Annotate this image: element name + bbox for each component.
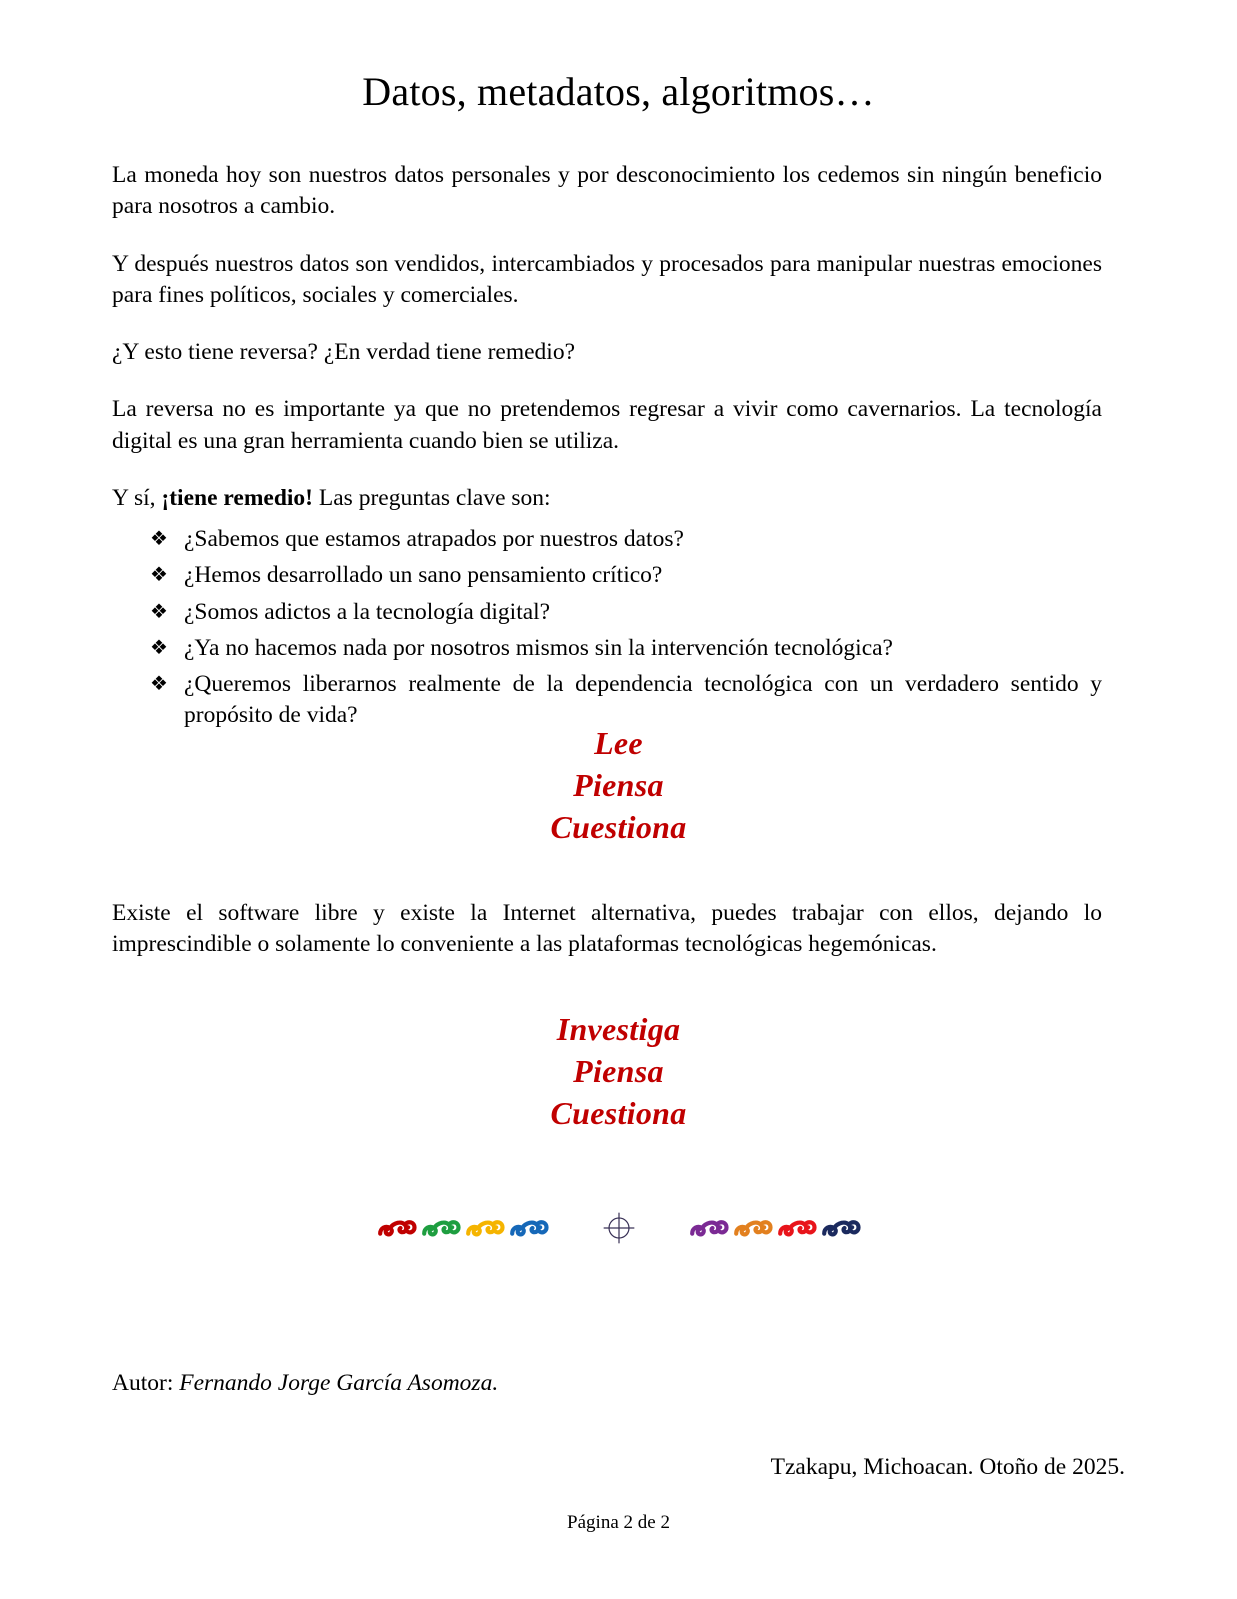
ornament-swirl-green bbox=[420, 1207, 462, 1249]
author-line bbox=[112, 1368, 498, 1399]
paragraph-4: La reversa no es importante ya que no pretendemos regresar a vivir como cavernarios. La tecnología digital es una gran herramienta cuando bien se utiliza. bbox=[112, 396, 1102, 454]
list-item bbox=[112, 524, 1102, 555]
bullet-diamond-icon: ❖ bbox=[150, 598, 168, 623]
bullet-diamond-icon: ❖ bbox=[150, 562, 168, 587]
callout-line-2: Piensa bbox=[573, 1053, 664, 1090]
ornament-swirl-orange bbox=[732, 1207, 774, 1249]
ornament-swirl-blue bbox=[508, 1207, 550, 1249]
key-questions-intro bbox=[112, 483, 1102, 514]
list-item-label: ¿Hemos desarrollado un sano pensamiento crítico? bbox=[184, 562, 663, 589]
callout-line-3: Cuestiona bbox=[550, 809, 687, 846]
crosshair-target-icon bbox=[596, 1205, 642, 1251]
list-item-label: ¿Sabemos que estamos atrapados por nuestros datos? bbox=[184, 526, 684, 552]
callout-investiga-piensa-cuestiona bbox=[0, 1008, 1237, 1135]
author-name: Fernando Jorge García Asomoza. bbox=[179, 1370, 499, 1396]
ornament-divider bbox=[0, 1196, 1237, 1260]
document-body bbox=[112, 160, 1102, 737]
list-item bbox=[112, 597, 1102, 628]
ornament-swirl-red bbox=[376, 1207, 418, 1249]
list-item bbox=[112, 633, 1102, 664]
paragraph-1: La moneda hoy son nuestros datos personales y por desconocimiento los cedemos sin ningún beneficio para nosotros a cambio. bbox=[112, 162, 1102, 220]
key-questions-intro-emphasis: ¡tiene remedio! bbox=[161, 484, 314, 511]
ornament-swirl-gold bbox=[464, 1207, 506, 1249]
list-item-label: ¿Queremos liberarnos realmente de la dependencia tecnológica con un verdadero sentido y propósito de vida? bbox=[184, 671, 1102, 729]
ornament-group-left bbox=[376, 1207, 550, 1249]
bullet-diamond-icon: ❖ bbox=[150, 671, 168, 695]
document-body-secondary bbox=[112, 898, 1102, 961]
ornament-swirl-red bbox=[776, 1207, 818, 1249]
ornament-swirl-purple bbox=[688, 1207, 730, 1249]
bullet-diamond-icon: ❖ bbox=[150, 634, 168, 659]
callout-lee-piensa-cuestiona bbox=[0, 722, 1237, 849]
list-item-label: ¿Ya no hacemos nada por nosotros mismos sin la intervención tecnológica? bbox=[184, 634, 893, 661]
ornament-swirl-navy bbox=[820, 1207, 862, 1249]
callout-line-1: Investiga bbox=[556, 1011, 681, 1047]
list-item bbox=[112, 560, 1102, 591]
key-questions-intro-before: Y sí, bbox=[112, 484, 162, 511]
callout-line-3: Cuestiona bbox=[550, 1095, 687, 1132]
list-item-label: ¿Somos adictos a la tecnología digital? bbox=[184, 598, 551, 625]
place-date-line: Tzakapu, Michoacan. Otoño de 2025. bbox=[770, 1454, 1125, 1480]
callout-line-1: Lee bbox=[594, 725, 643, 761]
key-questions-intro-after: Las preguntas clave son: bbox=[313, 484, 551, 511]
page-title: Datos, metadatos, algoritmos… bbox=[362, 68, 875, 114]
key-questions-list bbox=[112, 524, 1102, 732]
ornament-group-right bbox=[688, 1207, 862, 1249]
bullet-diamond-icon: ❖ bbox=[150, 526, 168, 550]
paragraph-3: ¿Y esto tiene reversa? ¿En verdad tiene remedio? bbox=[112, 339, 576, 365]
page-number: Página 2 de 2 bbox=[567, 1512, 670, 1533]
author-label: Autor: bbox=[112, 1370, 174, 1396]
paragraph-5: Existe el software libre y existe la Internet alternativa, puedes trabajar con ellos, dejando lo imprescindible o solamente lo conveniente a las plataformas tecnológicas hegemónicas. bbox=[112, 900, 1102, 958]
callout-line-2: Piensa bbox=[573, 767, 664, 804]
paragraph-2: Y después nuestros datos son vendidos, intercambiados y procesados para manipular nuestras emociones para fines políticos, sociales y comerciales. bbox=[112, 250, 1102, 308]
